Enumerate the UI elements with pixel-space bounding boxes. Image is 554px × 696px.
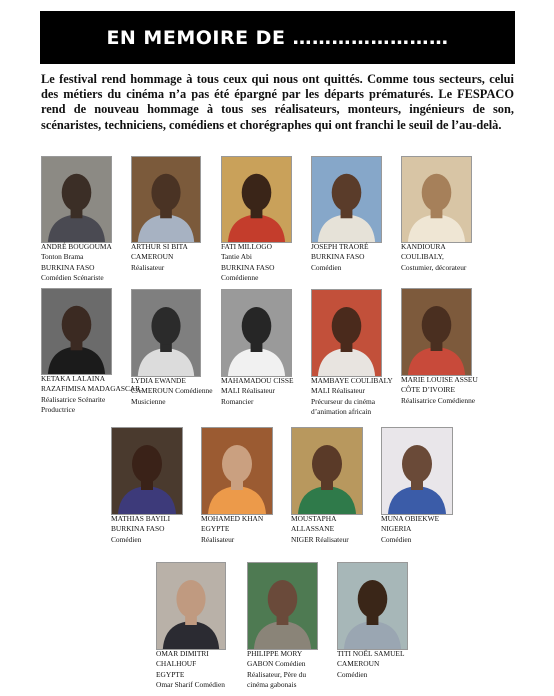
caption-line: ARTHUR SI BITA xyxy=(131,242,188,251)
caption-line: Réalisatrice Scénarite xyxy=(41,394,106,404)
caption-line: MOUSTAPHA xyxy=(291,514,337,523)
tribute-caption xyxy=(311,376,393,418)
caption-line: Costumier, décorateur xyxy=(401,262,467,272)
caption-line: CAMEROUN Comédienne xyxy=(131,386,213,396)
caption-line: MAMBAYE COULIBALY xyxy=(311,376,393,385)
tribute-caption xyxy=(381,514,439,545)
tribute-caption xyxy=(291,514,349,545)
caption-line: Productrice xyxy=(41,405,76,415)
caption-line: BURKINA FASO xyxy=(111,524,165,534)
caption-line: FATI MILLOGO xyxy=(221,242,272,251)
caption-line: Comédienne xyxy=(221,273,259,283)
tribute-caption xyxy=(337,649,404,680)
caption-line: KETAKA LALAINA xyxy=(41,374,106,383)
caption-line: cinéma gabonais xyxy=(247,680,297,690)
portrait-photo xyxy=(201,427,273,515)
page-title: EN MEMOIRE DE …………………… xyxy=(106,26,449,49)
portrait-photo xyxy=(41,288,112,375)
caption-line: TITI NOËL SAMUEL xyxy=(337,649,405,658)
tribute-caption xyxy=(111,514,170,545)
portrait-photo xyxy=(337,562,408,650)
caption-line: BURKINA FASO xyxy=(311,252,365,262)
portrait-photo xyxy=(41,156,112,243)
caption-line: EGYPTE xyxy=(156,669,185,679)
caption-line: Comédien xyxy=(337,669,368,679)
portrait-photo xyxy=(291,427,363,515)
title-banner xyxy=(40,11,515,64)
caption-line: Comédien Scénariste xyxy=(41,273,104,283)
tribute-caption xyxy=(41,242,112,284)
caption-line: MUNA OBIEKWE xyxy=(381,514,440,523)
caption-line: Réalisateur, Père du xyxy=(247,669,307,679)
tribute-caption xyxy=(201,514,263,545)
caption-line: Comédien xyxy=(111,534,142,544)
caption-line: GABON Comédien xyxy=(247,659,306,669)
caption-line: MALI Réalisateur xyxy=(311,386,365,396)
caption-line: ANDRÉ BOUGOUMA xyxy=(41,242,112,251)
caption-line: ALLASSANE xyxy=(291,524,335,534)
caption-line: Tantie Abi xyxy=(221,252,252,262)
caption-line: CAMEROUN xyxy=(337,659,380,669)
caption-line: Tonton Brama xyxy=(41,252,84,262)
caption-line: PHILIPPE MORY xyxy=(247,649,303,658)
caption-line: MAHAMADOU CISSE xyxy=(221,376,294,385)
caption-line: NIGERIA xyxy=(381,524,412,534)
caption-line: CHALHOUF xyxy=(156,659,197,669)
tribute-caption xyxy=(156,649,225,691)
caption-line: CÔTE D’IVOIRE xyxy=(401,385,455,395)
caption-line: BURKINA FASO xyxy=(221,262,275,272)
portrait-photo xyxy=(311,156,382,243)
caption-line: Musicienne xyxy=(131,396,166,406)
caption-line: MOHAMED KHAN xyxy=(201,514,264,523)
caption-line: Précurseur du cinéma xyxy=(311,396,376,406)
caption-line: MALI Réalisateur xyxy=(221,386,275,396)
tribute-caption xyxy=(401,242,466,273)
tribute-caption xyxy=(221,376,293,407)
tribute-caption xyxy=(221,242,274,284)
portrait-photo xyxy=(111,427,183,515)
caption-line: Omar Sharif Comédien xyxy=(156,680,225,690)
tribute-caption xyxy=(401,375,478,406)
caption-line: d’animation africain xyxy=(311,407,372,417)
portrait-photo xyxy=(311,289,382,377)
portrait-photo xyxy=(401,156,472,243)
caption-line: OMAR DIMITRI xyxy=(156,649,209,658)
caption-line: Comédien xyxy=(381,534,412,544)
caption-line: BURKINA FASO xyxy=(41,262,95,272)
tribute-caption xyxy=(41,374,142,416)
caption-line: EGYPTE xyxy=(201,524,230,534)
portrait-photo xyxy=(221,156,292,243)
caption-line: MARIE LOUISE ASSEU xyxy=(401,375,478,384)
caption-line: LYDIA EWANDE xyxy=(131,376,186,385)
caption-line: Romancier xyxy=(221,396,254,406)
portrait-photo xyxy=(381,427,453,515)
portrait-photo xyxy=(401,288,472,376)
portrait-photo xyxy=(247,562,318,650)
caption-line: Comédien xyxy=(311,262,342,272)
caption-line: KANDIOURA xyxy=(401,242,446,251)
portrait-photo xyxy=(221,289,292,377)
caption-line: NIGER Réalisateur xyxy=(291,534,349,544)
caption-line: CAMEROUN xyxy=(131,252,174,262)
caption-line: COULIBALY, xyxy=(401,252,444,262)
portrait-photo xyxy=(131,156,201,243)
caption-line: Réalisateur xyxy=(201,534,235,544)
portrait-photo xyxy=(156,562,226,650)
caption-line: Réalisatrice Comédienne xyxy=(401,395,476,405)
tribute-caption xyxy=(131,242,188,273)
caption-line: JOSEPH TRAORÉ xyxy=(311,242,369,251)
tribute-caption xyxy=(311,242,369,273)
caption-line: MATHIAS BAYILI xyxy=(111,514,171,523)
intro-paragraph: Le festival rend hommage à tous ceux qui nous ont quittés. Comme tous secteurs, celui des métiers du cinéma n’a pas été épargné par les départs prématurés. Le FESPACO rend de nouveau hommage à tous ses réalisateurs, monteurs, ingénieurs de son, scénaristes, techniciens, comédiens et chorégraphes qui ont franchi le seuil de l’au-delà. xyxy=(41,72,514,132)
caption-line: RAZAFIMISA MADAGASCAR, xyxy=(41,384,143,394)
portrait-photo xyxy=(131,289,201,377)
tribute-caption xyxy=(131,376,213,407)
tribute-caption xyxy=(247,649,306,691)
caption-line: Réalisateur xyxy=(131,262,165,272)
